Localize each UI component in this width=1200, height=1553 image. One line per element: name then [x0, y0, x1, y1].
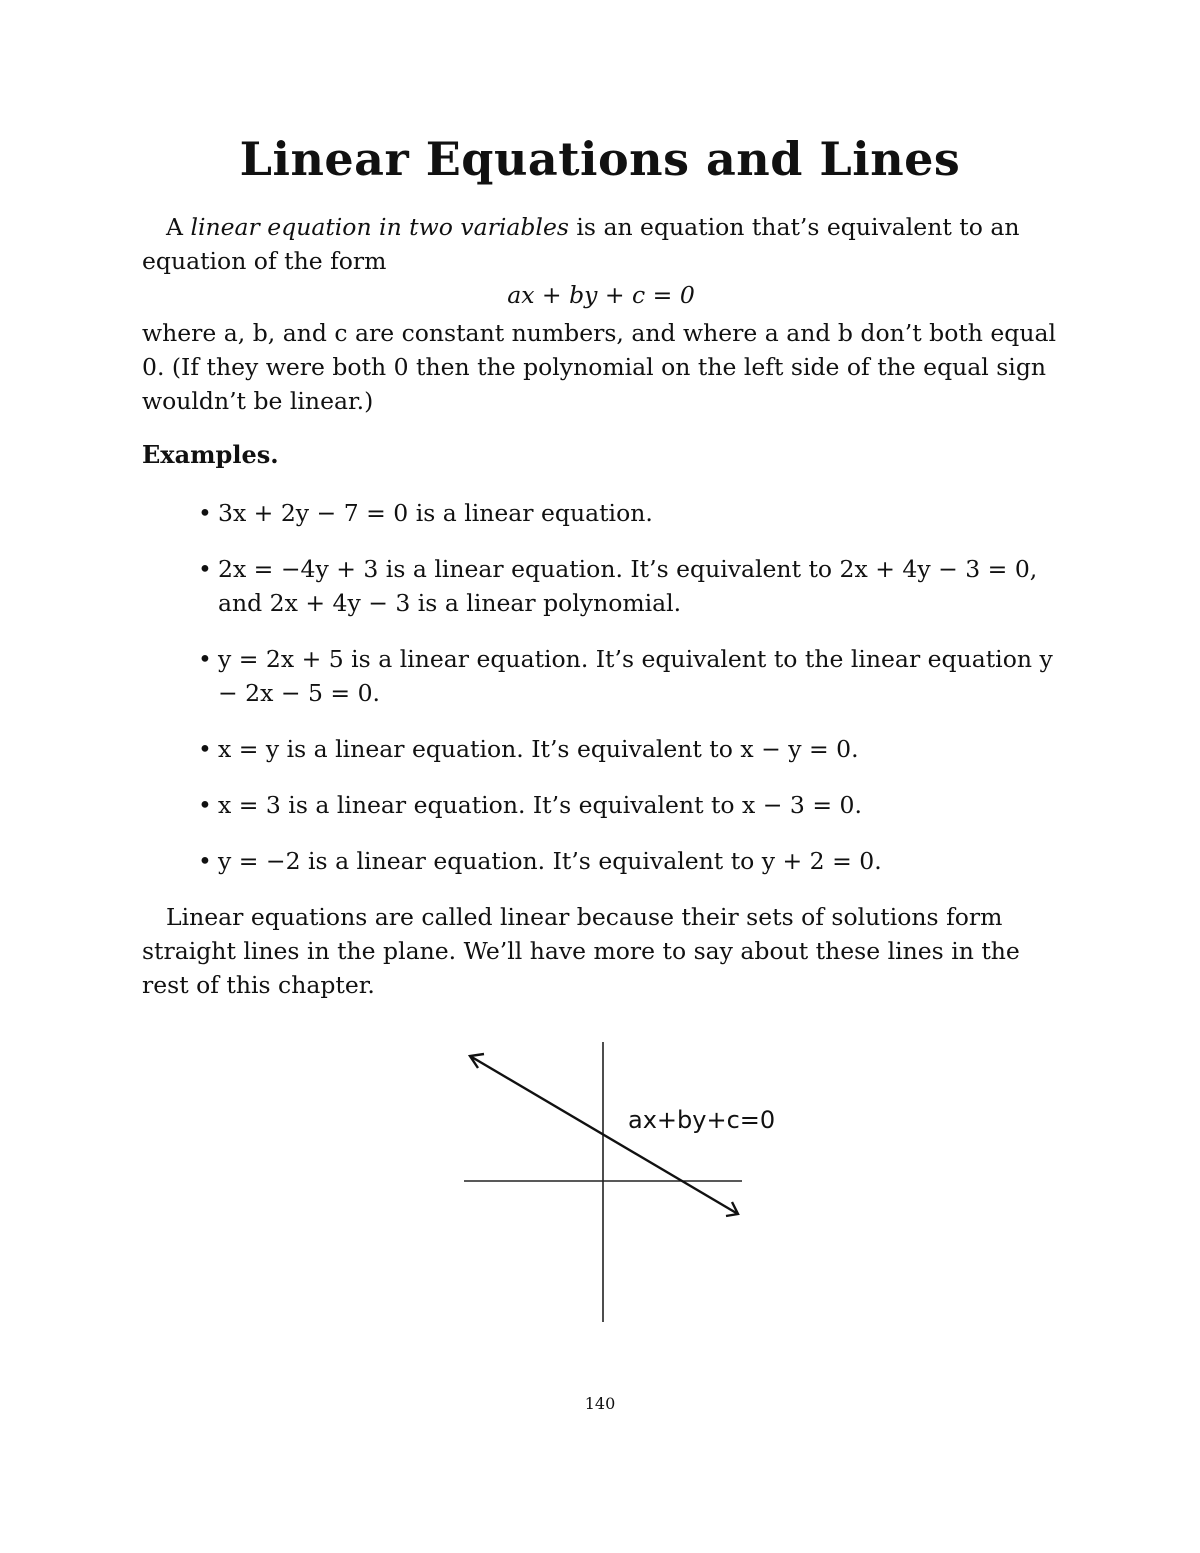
- example-text: y = −2 is a linear equation. It’s equivalent to y + 2 = 0.: [218, 847, 882, 875]
- display-equation: ax + by + c = 0: [507, 281, 695, 309]
- page-title: Linear Equations and Lines: [239, 132, 961, 186]
- graph-line: [470, 1056, 738, 1214]
- bullet-icon: •: [198, 847, 212, 875]
- defined-term: linear equation in two variables: [190, 213, 569, 241]
- intro-lead: A: [166, 213, 191, 241]
- closing-paragraph: Linear equations are called linear because their sets of solutions form straight lines in the plane. We’ll have more to say about these lines in the rest of this chapter.: [142, 903, 1020, 999]
- examples-heading: Examples.: [142, 440, 279, 469]
- conditions-paragraph: where a, b, and c are constant numbers, and where a and b don’t both equal 0. (If they were both 0 then the polynomial on the left side of the equal sign wouldn’t be linear.): [142, 319, 1056, 415]
- example-item: [198, 496, 1068, 530]
- bullet-icon: •: [198, 735, 212, 763]
- line-graph-figure: [440, 1030, 820, 1330]
- example-text: x = y is a linear equation. It’s equivalent to x − y = 0.: [218, 735, 859, 763]
- example-text: 3x + 2y − 7 = 0 is a linear equation.: [218, 499, 653, 527]
- example-item: [198, 788, 1068, 822]
- bullet-icon: •: [198, 555, 212, 583]
- intro-paragraph: [142, 210, 1060, 278]
- example-item: [198, 732, 1068, 766]
- example-text: y = 2x + 5 is a linear equation. It’s equivalent to the linear equation y − 2x − 5 = 0.: [218, 645, 1053, 707]
- bullet-icon: •: [198, 499, 212, 527]
- bullet-icon: •: [198, 791, 212, 819]
- example-text: x = 3 is a linear equation. It’s equivalent to x − 3 = 0.: [218, 791, 862, 819]
- example-item: [198, 552, 1068, 620]
- intro-rest: is an equation that’s equivalent to an equation of the form: [142, 213, 1020, 275]
- page-number: 140: [584, 1394, 616, 1413]
- example-item: [198, 642, 1068, 710]
- example-text: 2x = −4y + 3 is a linear equation. It’s equivalent to 2x + 4y − 3 = 0, and 2x + 4y − 3 is a linear polynomial.: [218, 555, 1038, 617]
- bullet-icon: •: [198, 645, 212, 673]
- line-equation-label: ax+by+c=0: [628, 1106, 776, 1134]
- example-item: [198, 844, 1068, 878]
